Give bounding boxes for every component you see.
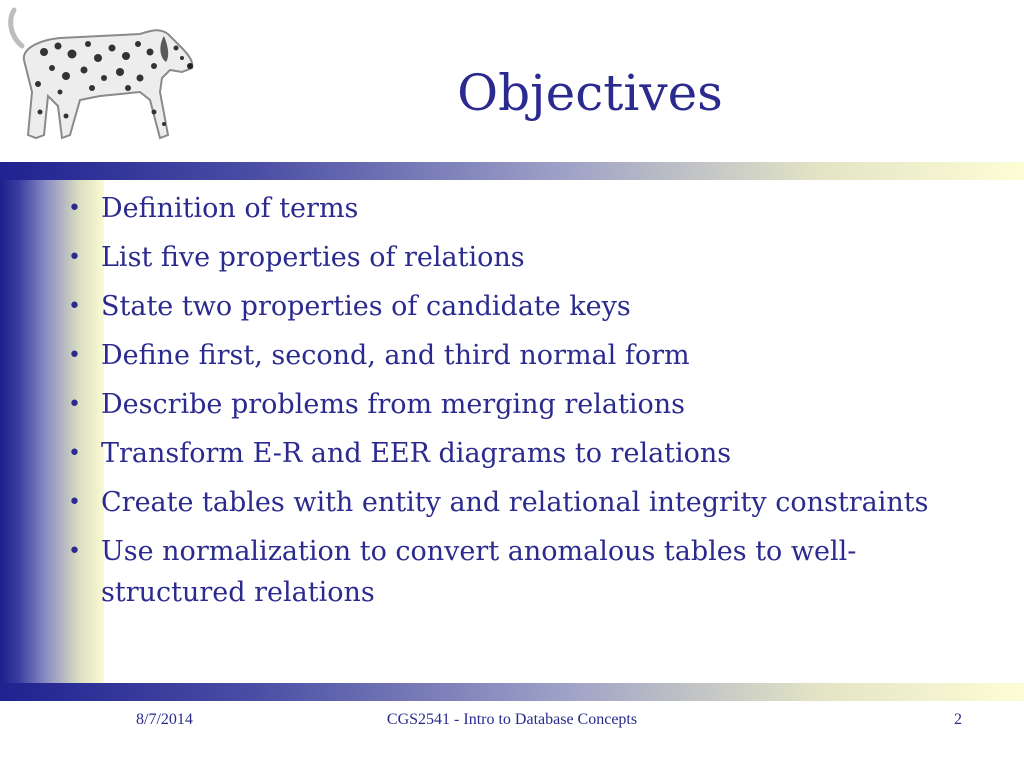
list-item xyxy=(68,384,968,425)
list-item-text: Describe problems from merging relations xyxy=(101,389,685,420)
list-item-text: List five properties of relations xyxy=(101,242,525,273)
list-item-text: Definition of terms xyxy=(101,193,359,224)
list-item-text: Create tables with entity and relational integrity constraints xyxy=(101,487,929,518)
list-item-text: Define first, second, and third normal form xyxy=(101,340,690,371)
bullet-icon: • xyxy=(68,539,81,564)
bullet-icon: • xyxy=(68,196,81,221)
slide-title: Objectives xyxy=(457,64,723,122)
list-item xyxy=(68,188,968,229)
bullet-icon: • xyxy=(68,490,81,515)
list-item-text: Use normalization to convert anomalous tables to well-structured relations xyxy=(101,536,857,608)
list-item xyxy=(68,335,968,376)
list-item-text: State two properties of candidate keys xyxy=(101,291,631,322)
top-gradient-band xyxy=(0,162,1024,180)
list-item xyxy=(68,433,968,474)
dalmatian-dog-icon xyxy=(0,0,200,150)
footer-course-title: CGS2541 - Intro to Database Concepts xyxy=(386,711,638,728)
list-item xyxy=(68,286,968,327)
list-item xyxy=(68,237,968,278)
footer-date: 8/7/2014 xyxy=(136,711,193,728)
bullet-icon: • xyxy=(68,441,81,466)
bullet-icon: • xyxy=(68,392,81,417)
objectives-list xyxy=(68,188,968,621)
bullet-icon: • xyxy=(68,343,81,368)
bottom-gradient-band xyxy=(0,683,1024,701)
bullet-icon: • xyxy=(68,245,81,270)
list-item xyxy=(68,482,968,523)
list-item xyxy=(68,531,968,613)
footer-page-number: 2 xyxy=(954,711,962,728)
list-item-text: Transform E-R and EER diagrams to relations xyxy=(101,438,732,469)
bullet-icon: • xyxy=(68,294,81,319)
